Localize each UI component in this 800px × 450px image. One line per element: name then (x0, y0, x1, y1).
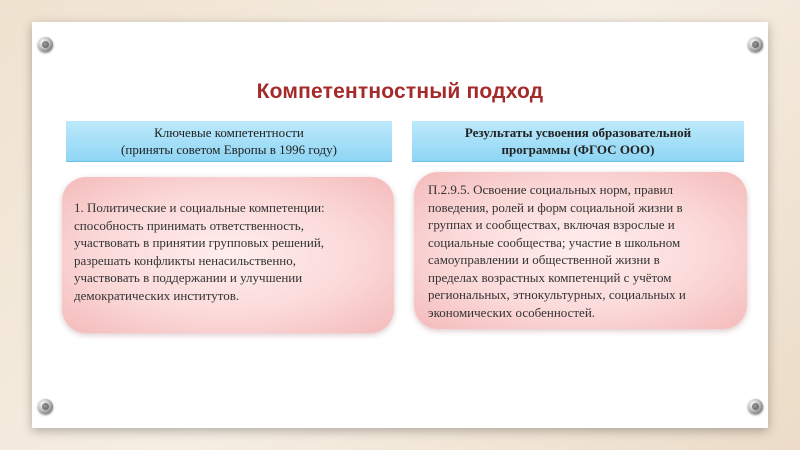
right-content-box (414, 172, 747, 329)
left-content-text: 1. Политические и социальные компетенции: способность принимать ответственность, участвовать в принятии групповых решений, разрешать конфликты ненасильственно, участвовать в поддержании и улучшении демократических институтов. (74, 200, 325, 303)
left-column-header (66, 121, 392, 162)
top-left-pin-icon (38, 37, 53, 52)
bottom-right-pin-icon (748, 399, 763, 414)
right-header-line2: программы (ФГОС ООО) (501, 142, 655, 157)
bottom-left-pin-icon (38, 399, 53, 414)
top-right-pin-icon (748, 37, 763, 52)
slide-title: Компетентностный подход (256, 80, 544, 103)
right-content-text: П.2.9.5. Освоение социальных норм, правил поведения, ролей и форм социальной жизни в группах и сообществах, включая взрослые и социальные сообщества; участие в школьном самоуправлении и общественной жизни в пределах возрастных компетенций с учётом региональных, этнокультурных, социальных и экономических особенностей. (428, 182, 686, 320)
right-header-line1: Результаты усвоения образовательной (464, 125, 692, 140)
right-column-header (412, 121, 744, 162)
left-content-box (62, 177, 394, 333)
left-header-line1: Ключевые компетентности (154, 125, 304, 140)
left-header-line2: (приняты советом Европы в 1996 году) (121, 142, 337, 157)
